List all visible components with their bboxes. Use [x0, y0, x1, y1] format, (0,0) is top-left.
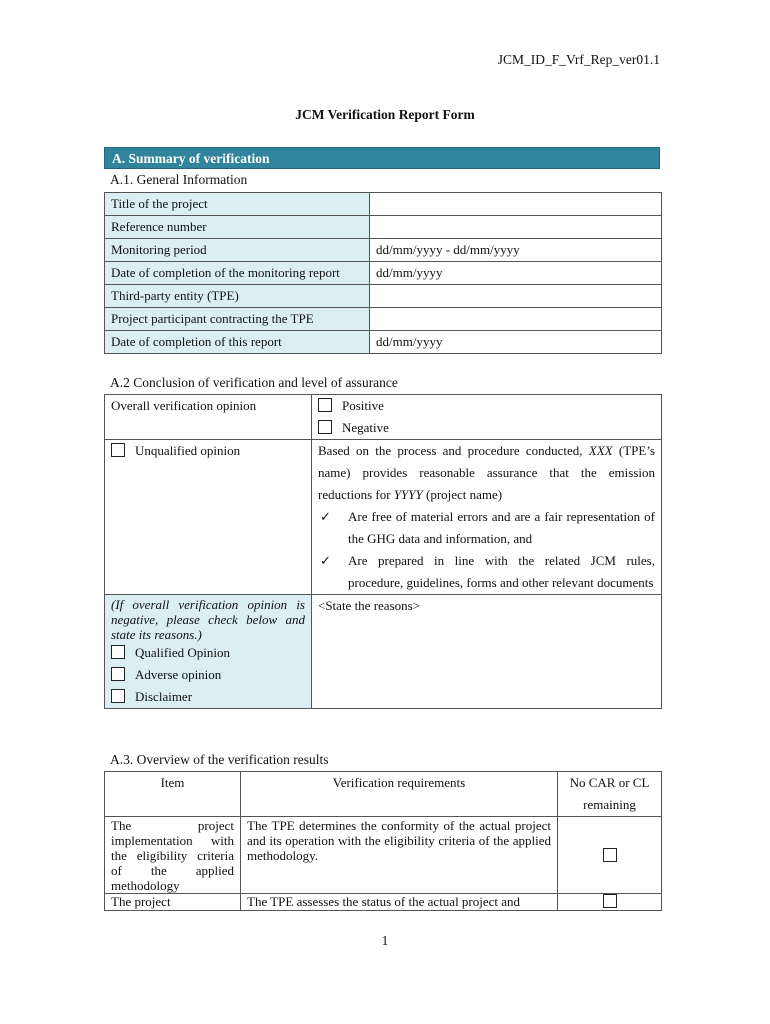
- positive-option[interactable]: Positive: [318, 395, 655, 417]
- item-cell: The project implementation with the eligibility criteria of the applied methodology: [105, 817, 241, 894]
- statement-text: Based on the process and procedure conducted, XXX (TPE’s name) provides reasonable assurance that the emission reductions for YYYY (project name): [318, 443, 655, 502]
- check-icon: ✓: [320, 509, 331, 524]
- col-requirements-header: Verification requirements: [241, 772, 558, 817]
- row-value[interactable]: [370, 285, 662, 308]
- negative-options-cell: [105, 595, 312, 709]
- negative-option[interactable]: Negative: [318, 417, 655, 439]
- table-row: [105, 595, 662, 709]
- conclusion-table: [104, 394, 662, 709]
- a3-heading: A.3. Overview of the verification results: [110, 752, 329, 767]
- no-car-checkbox[interactable]: [603, 848, 617, 862]
- state-reasons-cell[interactable]: <State the reasons>: [312, 595, 662, 709]
- check-icon: ✓: [320, 553, 331, 568]
- table-row: [105, 285, 662, 308]
- no-car-checkbox[interactable]: [603, 894, 617, 908]
- table-header-row: [105, 772, 662, 817]
- row-label: Date of completion of the monitoring report: [105, 262, 370, 285]
- page-number: 1: [381, 933, 389, 948]
- negative-checkbox[interactable]: [318, 420, 332, 434]
- bullet-item: ✓ Are prepared in line with the related JCM rules, procedure, guidelines, forms and other relevant documents: [318, 550, 655, 594]
- qualified-checkbox[interactable]: [111, 645, 125, 659]
- row-label: Reference number: [105, 216, 370, 239]
- table-row: [105, 395, 662, 440]
- section-a-header: A. Summary of verification: [104, 147, 660, 169]
- item-cell: The project: [105, 894, 241, 911]
- row-value[interactable]: dd/mm/yyyy - dd/mm/yyyy: [370, 239, 662, 262]
- overall-opinion-label: Overall verification opinion: [105, 395, 312, 440]
- disclaimer-checkbox[interactable]: [111, 689, 125, 703]
- table-row: [105, 331, 662, 354]
- table-row: [105, 216, 662, 239]
- a1-heading: A.1. General Information: [110, 172, 248, 187]
- table-row: [105, 440, 662, 595]
- row-value[interactable]: dd/mm/yyyy: [370, 262, 662, 285]
- table-row: [105, 193, 662, 216]
- col-no-car-header: No CAR or CL remaining: [558, 772, 662, 817]
- row-label: Date of completion of this report: [105, 331, 370, 354]
- unqualified-checkbox[interactable]: [111, 443, 125, 457]
- unqualified-cell: [105, 440, 312, 595]
- assurance-statement: [312, 440, 662, 595]
- table-row: [105, 239, 662, 262]
- col-item-header: Item: [105, 772, 241, 817]
- no-car-cell: [558, 894, 662, 911]
- row-value[interactable]: [370, 308, 662, 331]
- disclaimer-option[interactable]: Disclaimer: [111, 686, 305, 708]
- opinion-options: [312, 395, 662, 440]
- table-row: [105, 894, 662, 911]
- row-value[interactable]: [370, 193, 662, 216]
- negative-note: (If overall verification opinion is negative, please check below and state its reasons.): [111, 597, 305, 642]
- row-label: Monitoring period: [105, 239, 370, 262]
- a2-heading: A.2 Conclusion of verification and level of assurance: [110, 375, 398, 390]
- table-row: [105, 817, 662, 894]
- row-label: Title of the project: [105, 193, 370, 216]
- general-info-table: [104, 192, 662, 354]
- adverse-checkbox[interactable]: [111, 667, 125, 681]
- row-label: Project participant contracting the TPE: [105, 308, 370, 331]
- positive-checkbox[interactable]: [318, 398, 332, 412]
- row-label: Third-party entity (TPE): [105, 285, 370, 308]
- requirement-cell: The TPE assesses the status of the actual project and: [241, 894, 558, 911]
- no-car-cell: [558, 817, 662, 894]
- verification-results-table: [104, 771, 662, 911]
- qualified-option[interactable]: Qualified Opinion: [111, 642, 305, 664]
- unqualified-option[interactable]: Unqualified opinion: [111, 440, 305, 462]
- table-row: [105, 262, 662, 285]
- row-value[interactable]: dd/mm/yyyy: [370, 331, 662, 354]
- table-row: [105, 308, 662, 331]
- adverse-option[interactable]: Adverse opinion: [111, 664, 305, 686]
- document-id: JCM_ID_F_Vrf_Rep_ver01.1: [497, 52, 660, 67]
- document-title: JCM Verification Report Form: [295, 107, 475, 122]
- requirement-cell: The TPE determines the conformity of the actual project and its operation with the eligibility criteria of the applied methodology.: [241, 817, 558, 894]
- row-value[interactable]: [370, 216, 662, 239]
- bullet-item: ✓ Are free of material errors and are a fair representation of the GHG data and information, and: [318, 506, 655, 550]
